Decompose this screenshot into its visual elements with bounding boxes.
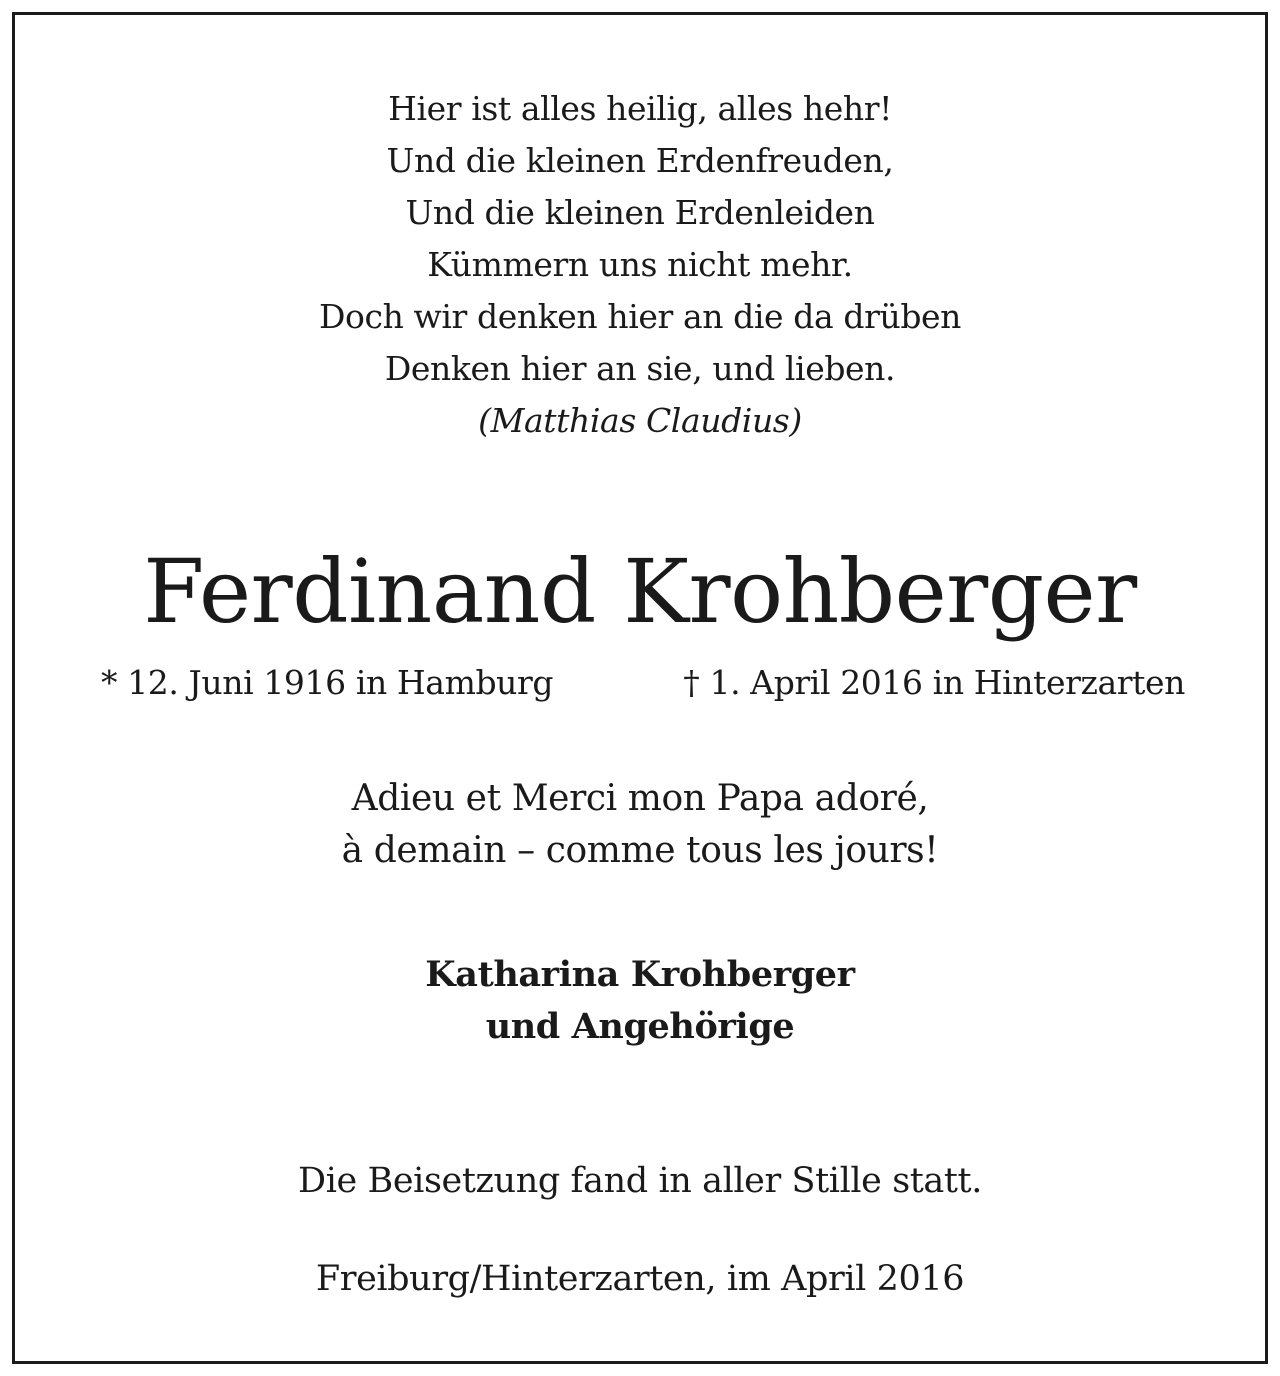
life-dates xyxy=(101,661,1185,705)
poem-line: Hier ist alles heilig, alles hehr! xyxy=(388,89,892,128)
poem-line: Kümmern uns nicht mehr. xyxy=(427,245,853,284)
poem-line: Und die kleinen Erdenleiden xyxy=(405,193,875,232)
place-date: Freiburg/Hinterzarten, im April 2016 xyxy=(315,1259,965,1299)
death-date: † 1. April 2016 in Hinterzarten xyxy=(683,663,1185,702)
poem-author: (Matthias Claudius) xyxy=(478,401,802,440)
poem-line: Denken hier an sie, und lieben. xyxy=(384,349,896,388)
deceased-name: Ferdinand Krohberger xyxy=(143,540,1137,643)
farewell-line: Adieu et Merci mon Papa adoré, xyxy=(351,778,929,819)
signature-name: Katharina Krohberger xyxy=(425,954,855,995)
burial-notice: Die Beisetzung fand in aller Stille statt. xyxy=(298,1161,982,1201)
poem-line: Und die kleinen Erdenfreuden, xyxy=(386,141,894,180)
farewell-line: à demain – comme tous les jours! xyxy=(341,830,939,871)
signature-relatives: und Angehörige xyxy=(485,1006,795,1047)
birth-date: * 12. Juni 1916 in Hamburg xyxy=(101,663,554,702)
obituary-frame xyxy=(12,12,1268,1364)
poem-line: Doch wir denken hier an die da drüben xyxy=(318,297,962,336)
